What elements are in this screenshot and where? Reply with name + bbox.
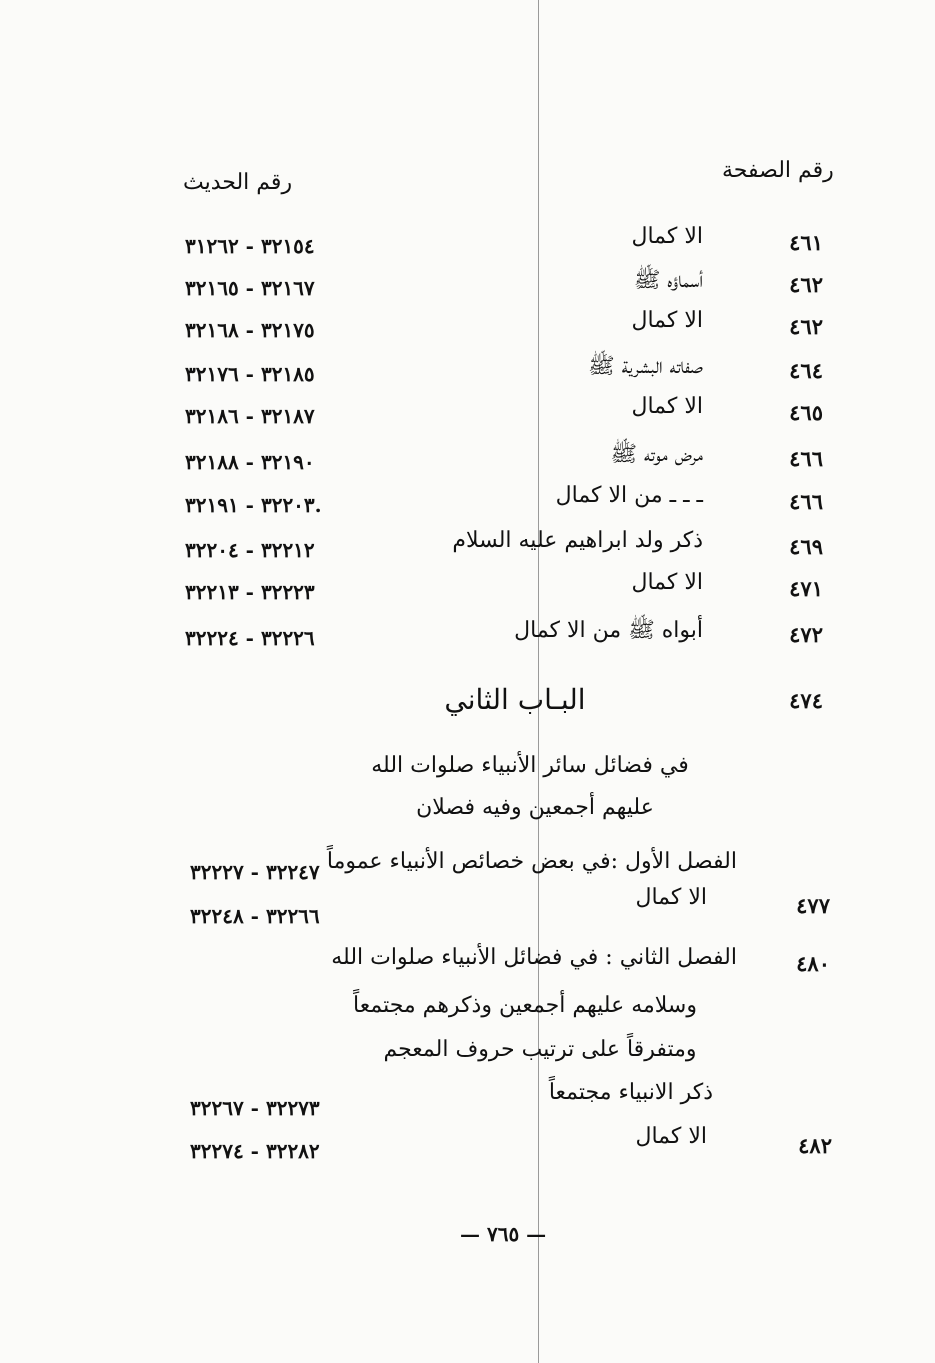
section-2-ikmal-page: ٤٨٢ [798, 1133, 832, 1158]
index-row-page-number: ٤٦٩ [789, 534, 823, 559]
index-row-page-number: ٤٦٢ [789, 272, 823, 297]
index-row-title: أسماؤه ﷺ [633, 268, 703, 293]
section-1-ikmal-page: ٤٧٧ [796, 893, 830, 918]
index-row-title: الا كمال [631, 308, 703, 333]
index-row-title: ذكر ولد ابراهيم عليه السلام [452, 528, 703, 553]
index-row-title: أبواه ﷺ من الا كمال [514, 618, 703, 643]
index-row-page-number: ٤٦٢ [789, 314, 823, 339]
chapter-title: البـاب الثاني [444, 683, 586, 716]
index-row-page-number: ٤٦٤ [789, 358, 823, 383]
index-row-page-number: ٤٦١ [789, 230, 823, 255]
index-row-title: صفاته البشرية ﷺ [588, 354, 703, 379]
index-row-hadith-range: ٣٢٢٠٣ - ٣٢١٩١. [185, 493, 322, 517]
index-row-hadith-range: ٣٢١٦٧ - ٣٢١٦٥ [185, 276, 315, 300]
page-number-column-header: رقم الصفحة [722, 158, 834, 183]
section-1-ikmal-title: الا كمال [635, 885, 707, 910]
section-1-hadith-range: ٣٢٢٤٧ - ٣٢٢٢٧ [190, 860, 320, 884]
chapter-subtitle-line-1: في فضائل سائر الأنبياء صلوات الله [371, 753, 689, 778]
index-row-title: مرض موته ﷺ [610, 442, 703, 467]
section-2-ikmal-title: الا كمال [635, 1124, 707, 1149]
index-row-hadith-range: ٣٢٢٢٣ - ٣٢٢١٣ [185, 580, 315, 604]
index-row-hadith-range: ٣٢١٨٧ - ٣٢١٨٦ [185, 404, 315, 428]
index-row-page-number: ٤٦٥ [789, 400, 823, 425]
index-row-title: الا كمال [631, 570, 703, 595]
footer-page-number: — ٧٦٥ — [460, 1222, 547, 1246]
section-1-ikmal-range: ٣٢٢٦٦ - ٣٢٢٤٨ [190, 904, 320, 928]
index-row-hadith-range: ٣٢١٧٥ - ٣٢١٦٨ [185, 318, 315, 342]
index-row-page-number: ٤٧١ [789, 576, 823, 601]
section-2-title-line-3: ومتفرقاً على ترتيب حروف المعجم [383, 1037, 697, 1062]
index-row-hadith-range: ٣٢١٥٤ - ٣١٢٦٢ [185, 234, 315, 258]
index-row-hadith-range: ٣٢١٨٥ - ٣٢١٧٦ [185, 362, 315, 386]
section-2-subsection-range: ٣٢٢٧٣ - ٣٢٢٦٧ [190, 1096, 320, 1120]
hadith-number-column-header: رقم الحديث [183, 170, 293, 195]
index-row-page-number: ٤٦٦ [789, 446, 823, 471]
index-row-hadith-range: ٣٢١٩٠ - ٣٢١٨٨ [185, 450, 315, 474]
index-row-hadith-range: ٣٢٢٢٦ - ٣٢٢٢٤ [185, 626, 315, 650]
chapter-subtitle-line-2: عليهم أجمعين وفيه فصلان [416, 795, 654, 820]
index-row-title: ـ ـ ـ من الا كمال [555, 483, 703, 508]
section-2-subsection-title: ذكر الانبياء مجتمعاً [548, 1080, 713, 1105]
index-row-hadith-range: ٣٢٢١٢ - ٣٢٢٠٤ [185, 538, 315, 562]
index-row-page-number: ٤٦٦ [789, 489, 823, 514]
section-1-title: الفصل الأول :في بعض خصائص الأنبياء عموماً [326, 849, 737, 874]
section-2-title-line-1: الفصل الثاني : في فضائل الأنبياء صلوات الله [331, 945, 737, 970]
section-2-title-line-2: وسلامه عليهم أجمعين وذكرهم مجتمعاً [353, 993, 697, 1018]
index-row-title: الا كمال [631, 224, 703, 249]
section-2-ikmal-range: ٣٢٢٨٢ - ٣٢٢٧٤ [190, 1139, 320, 1163]
index-row-title: الا كمال [631, 394, 703, 419]
binding-gutter-line [538, 0, 539, 1363]
section-2-page-number: ٤٨٠ [796, 951, 830, 976]
index-row-page-number: ٤٧٢ [789, 622, 823, 647]
chapter-page-number: ٤٧٤ [789, 688, 823, 713]
